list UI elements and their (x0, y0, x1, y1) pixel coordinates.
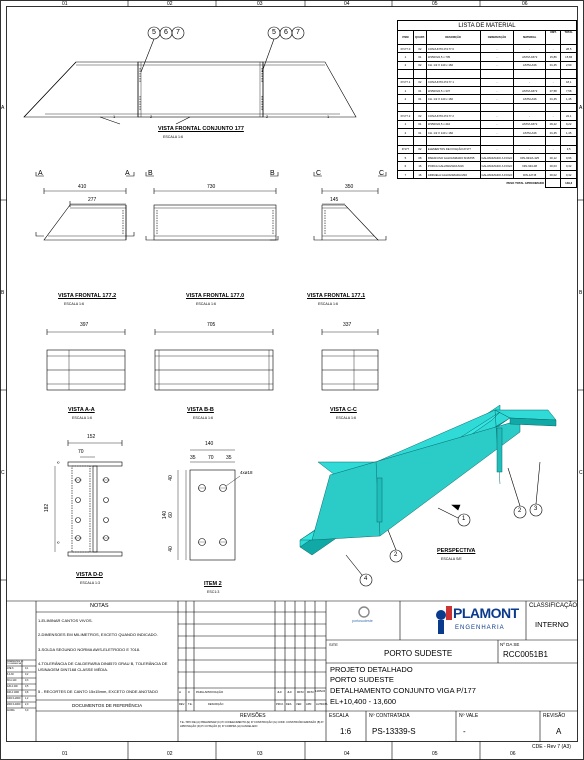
dim-70-center: 70 (208, 455, 214, 461)
material-cell-observacao (480, 103, 514, 111)
title-item-2: ITEM 2 (204, 581, 222, 587)
material-cell-total: 0,32 (561, 162, 577, 170)
material-cell-descricao: PORCA GALVANIZADA M16 (426, 162, 480, 170)
balloon-iso-2: 2 (394, 552, 398, 558)
rev-value: A (556, 727, 562, 736)
tolerance-range: 1000 A 2000 (7, 697, 21, 700)
material-cell-quant (413, 137, 426, 145)
material-cell-quant: 02 (413, 45, 426, 53)
material-cell-material: DIN-127-B (514, 170, 546, 178)
rev-a-ver: RFM (297, 690, 304, 694)
material-cell-quant: 01 (413, 53, 426, 61)
scale-vista-b: ESCALA 1:6 (193, 416, 213, 420)
material-cell-material: DIN-933/A-325 (514, 154, 546, 162)
material-cell-total: 15,86 (561, 53, 577, 61)
dim-350: 350 (345, 184, 354, 190)
revision-header-apr: APR. (306, 703, 313, 706)
balloon-6-right: 6 (284, 29, 288, 36)
material-cell-quant: 16 (413, 162, 426, 170)
material-cell-total: 3,5 (561, 145, 577, 153)
material-cell-material: - (514, 45, 546, 53)
zone-row-a-right: A (579, 105, 583, 111)
rev-a-desc: PARA APROVAÇÃO (196, 690, 224, 694)
zone-col-01-bottom: 01 (62, 751, 68, 757)
zone-col-03-bottom: 03 (257, 751, 263, 757)
material-cell-item: 2 (398, 128, 414, 136)
note-5: 5 - RECORTES DE CANTO 15x15mm, EXCETO ONDE ANOTADO (38, 689, 158, 694)
material-cell-quant: 01 (413, 86, 426, 94)
material-cell-item: 1 (398, 120, 414, 128)
material-cell-total (561, 103, 577, 111)
material-cell-material: ASTM-A36 (514, 61, 546, 69)
material-cell-descricao: W150X22,5 x 410 (426, 120, 480, 128)
dim-730: 730 (207, 184, 216, 190)
title-vista-d: VISTA D-D (76, 572, 103, 578)
vale-value: - (463, 727, 466, 736)
tolerance-range: ATE 6 (7, 667, 14, 670)
material-cell-unit: - (546, 78, 561, 86)
revision-header-des: DES. (286, 703, 293, 706)
section-a-right: A (125, 170, 130, 177)
material-cell-observacao: GALVANIZADO A FOGO (480, 154, 514, 162)
title-perspectiva: PERSPECTIVA (437, 548, 476, 554)
balloon-7: 7 (176, 29, 180, 36)
title-frontal-177-2: VISTA FRONTAL 177.2 (58, 293, 117, 299)
material-cell-unit: 00,02 (546, 170, 561, 178)
material-cell-descricao: CONJUNTO-P/177.2 (426, 112, 480, 120)
material-cell-item: 6 (398, 162, 414, 170)
material-header-total: TOTAL (561, 31, 577, 45)
revision-header (178, 702, 326, 710)
material-body (398, 45, 577, 179)
dim-410: 410 (78, 184, 87, 190)
scale-frontal-177-2: ESCALA 1:6 (64, 302, 84, 306)
balloon-7-right: 7 (296, 29, 300, 36)
note-1: 1-ELIMINAR CANTOS VIVOS. (38, 618, 93, 623)
title-frontal-177-0: VISTA FRONTAL 177.0 (186, 293, 245, 299)
section-c-right: C (379, 170, 385, 177)
scale-frontal-177-0: ESCALA 1:6 (196, 302, 216, 306)
material-cell-unit: 01,45 (546, 61, 561, 69)
material-row (398, 45, 577, 53)
material-cell-item: P/177 (398, 145, 414, 153)
material-row (398, 112, 577, 120)
section-a-left: A (38, 170, 43, 177)
balloon-iso-1: 1 (462, 516, 466, 522)
material-row (398, 162, 577, 170)
material-cell-total: 0,96 (561, 154, 577, 162)
material-cell-unit: - (546, 112, 561, 120)
notes-title: NOTAS (90, 603, 109, 609)
material-cell-unit: 01,45 (546, 128, 561, 136)
material-cell-total: 28,5 (561, 45, 577, 53)
material-cell-quant: 02 (413, 112, 426, 120)
material-cell-unit: 07,58 (546, 86, 561, 94)
material-cell-material (514, 137, 546, 145)
material-cell-quant: 02 (413, 61, 426, 69)
material-row (398, 53, 577, 61)
material-cell-item: P/177.0 (398, 45, 414, 53)
material-cell-descricao (426, 103, 480, 111)
tolerance-value: 0,1 (25, 667, 29, 670)
zone-col-06: 06 (522, 1, 528, 7)
material-cell-descricao: CH. 1/2 X 140 x 160 (426, 95, 480, 103)
dim-337: 337 (343, 322, 352, 328)
rev-a-des: JLF (287, 690, 293, 694)
material-cell-unit: 00,03 (546, 162, 561, 170)
scale-vista-a: ESCALA 1:6 (72, 416, 92, 420)
material-cell-descricao: CH. 1/2 X 140 x 160 (426, 61, 480, 69)
section-b-left: B (148, 170, 153, 177)
total-weight-value: 149,3 (561, 179, 577, 187)
revision-header-descricao: DESCRIÇÃO (208, 703, 224, 706)
zone-col-01: 01 (62, 1, 68, 7)
material-cell-item: P/177.1 (398, 78, 414, 86)
dim-6-top: 6 (55, 461, 61, 464)
material-cell-material (514, 103, 546, 111)
dim-145: 145 (330, 197, 339, 203)
zone-row-b: B (1, 290, 5, 296)
material-cell-total: 1,45 (561, 95, 577, 103)
classification-value: INTERNO (535, 620, 569, 629)
material-cell-quant: 02 (413, 78, 426, 86)
material-cell-observacao: - (480, 86, 514, 94)
dim-140-side: 140 (162, 510, 169, 520)
balloon-5: 5 (152, 29, 156, 36)
material-row (398, 145, 577, 153)
material-header-descricao: DESCRIÇÃO (426, 31, 480, 45)
zone-col-06-bottom: 06 (510, 751, 516, 757)
material-cell-material: ASTM-A572 (514, 53, 546, 61)
section-b-right: B (270, 170, 275, 177)
material-cell-item: 2 (398, 95, 414, 103)
rev-a-letter: A (179, 690, 182, 694)
material-row (398, 154, 577, 162)
revision-header-aut: AUT. (316, 703, 322, 706)
company-subtitle: ENGENHARIA (455, 625, 505, 631)
material-cell-quant: 01 (413, 128, 426, 136)
revisions-legend: T.E.-TIPO DE (A) PRELIMINAR (C) P/ CONHECIMENTO (E) P/ CONSTRUÇÃO (G) CONF. CONSTRUÍDO EMISSÃO (B) P/ APROVAÇÃO (D) P/ COTAÇÃO (F) P/ COMPRA (H) CANCELADO (180, 721, 324, 728)
dim-40-bottom: 40 (167, 546, 174, 552)
balloon-5-right: 5 (272, 29, 276, 36)
material-row (398, 95, 577, 103)
scale-value: 1:6 (340, 727, 352, 736)
note-2: 2-DIMENSOES EM MILIMETROS, EXCETO QUANDO INDICADO. (38, 632, 158, 637)
material-row (398, 103, 577, 111)
material-cell-quant: 01 (413, 95, 426, 103)
material-cell-unit: 00,12 (546, 154, 561, 162)
material-header-observacao: OBSERVAÇÃO (480, 31, 514, 45)
holes-callout: 4xø18 (240, 470, 253, 475)
material-cell-unit: - (546, 45, 561, 53)
material-cell-descricao (426, 70, 480, 78)
classification-label: CLASSIFICAÇÃO (529, 603, 578, 609)
material-cell-observacao: GALVANIZADO A FOGO (480, 170, 514, 178)
rev-a-apr: RFM (307, 690, 314, 694)
material-cell-total: 18,1 (561, 78, 577, 86)
zone-col-02-bottom: 02 (167, 751, 173, 757)
scale-vista-c: ESCALA 1:6 (336, 416, 356, 420)
mark-1-left: 1 (113, 114, 116, 119)
zone-row-b-right: B (579, 290, 583, 296)
client-logo-text: portosudeste (352, 619, 373, 623)
scale-label: ESCALA (329, 713, 349, 719)
material-cell-item: 5 (398, 154, 414, 162)
tolerance-range: 400 A 1000 (7, 691, 19, 694)
vale-label: Nº VALE (459, 713, 479, 719)
material-cell-observacao: GALVANIZADO A FOGO (480, 162, 514, 170)
material-cell-quant (413, 103, 426, 111)
material-header-row (398, 31, 577, 45)
tolerance-range: 30 A 120 (7, 679, 17, 682)
material-cell-descricao (426, 137, 480, 145)
dim-35-right: 35 (226, 455, 232, 461)
tolerance-value: 0,3 (25, 679, 29, 682)
dim-40-top: 40 (167, 475, 174, 481)
dim-70: 70 (78, 449, 84, 455)
tolerance-value: 0,5 (25, 685, 29, 688)
zone-col-04: 04 (344, 1, 350, 7)
material-cell-item (398, 103, 414, 111)
revision-header-data: DATA (321, 703, 328, 706)
zone-row-a: A (1, 105, 5, 111)
revision-header-rev: REV. (179, 703, 185, 706)
zone-col-02: 02 (167, 1, 173, 7)
section-c-left: C (316, 170, 322, 177)
title-vista-c: VISTA C-C (330, 407, 357, 413)
dim-60: 60 (167, 512, 174, 518)
title-line-3: DETALHAMENTO CONJUNTO VIGA P/177 (330, 686, 476, 695)
dim-6-bottom: 6 (55, 541, 61, 544)
material-cell-total: 0,32 (561, 170, 577, 178)
tolerance-value: 0,8 (25, 691, 29, 694)
title-line-1: PROJETO DETALHADO (330, 665, 413, 674)
total-weight-spacer (546, 179, 561, 187)
material-row (398, 70, 577, 78)
scale-item-2: ESC1:3 (207, 590, 220, 594)
plamont-logo-mark (359, 606, 452, 634)
doc-number: RCC0051B1 (503, 650, 548, 659)
title-line-4: EL+10,400 - 13,600 (330, 697, 397, 706)
material-cell-observacao: - (480, 120, 514, 128)
material-cell-observacao: - (480, 95, 514, 103)
form-footer: CDE - Rev 7 (A3) (532, 744, 571, 750)
note-4: 4-TOLERÂNCIA DE CALDERARIA DIN8570 GRAU B, TOLERÂNCIA DE USINAGEM DIN7168 CLASSE MÉDIA. (38, 661, 168, 672)
title-vista-b: VISTA B-B (187, 407, 214, 413)
material-cell-quant: 02 (413, 145, 426, 153)
tolerance-value: 0,2 (25, 673, 29, 676)
revision-header-proj: PROJ. (276, 703, 284, 706)
material-cell-item: P/177.2 (398, 112, 414, 120)
material-header-material: MATERIAL (514, 31, 546, 45)
material-cell-material: ASTM-A572 (514, 86, 546, 94)
material-cell-item: 1 (398, 53, 414, 61)
dim-152: 152 (87, 434, 96, 440)
material-cell-unit: 09,22 (546, 120, 561, 128)
material-row (398, 78, 577, 86)
material-cell-observacao: - (480, 112, 514, 120)
contract-label: Nº CONTRATADA (369, 713, 410, 719)
zone-col-03: 03 (257, 1, 263, 7)
dim-277: 277 (88, 197, 97, 203)
material-row (398, 128, 577, 136)
tolerance-range: 6 A 30 (7, 673, 14, 676)
material-cell-total (561, 137, 577, 145)
material-row (398, 170, 577, 178)
material-cell-material: ASTM-A572 (514, 120, 546, 128)
material-cell-unit (546, 103, 561, 111)
tolerance-header: DIMENSÕES +/- TOLERÂNCIA (7, 661, 24, 665)
dim-35-left: 35 (190, 455, 196, 461)
title-line-2: PORTO SUDESTE (330, 675, 394, 684)
material-cell-unit (546, 70, 561, 78)
rev-a-te: 0 (188, 690, 190, 694)
material-cell-descricao: W150X22,5 x 705 (426, 53, 480, 61)
material-cell-material (514, 70, 546, 78)
scale-perspectiva: ESCALA S/E (441, 557, 462, 561)
material-cell-item: 7 (398, 170, 414, 178)
title-frontal-177: VISTA FRONTAL CONJUNTO 177 (158, 126, 244, 132)
material-cell-descricao: CONJUNTO-P/177.0 (426, 45, 480, 53)
material-cell-total: 1,45 (561, 128, 577, 136)
zone-row-c-right: C (579, 470, 583, 476)
material-cell-item (398, 70, 414, 78)
contract-value: PS-13339-S (372, 727, 416, 736)
material-cell-descricao: CH. 1/2 X 140 x 160 (426, 128, 480, 136)
material-cell-descricao: PARAFUSO GALVANIZADO M16X55 (426, 154, 480, 162)
company-logo: PLAMONT (453, 605, 519, 621)
material-cell-total: 2,90 (561, 61, 577, 69)
material-cell-material: - (514, 145, 546, 153)
material-cell-total: 9,22 (561, 120, 577, 128)
material-cell-item: 1 (398, 86, 414, 94)
revision-header-te: T.E. (188, 703, 193, 706)
dim-397: 397 (80, 322, 89, 328)
material-cell-material: ASTM-A36 (514, 128, 546, 136)
tolerance-range: 120 A 400 (7, 685, 18, 688)
rev-a-proj: JLF (277, 690, 283, 694)
material-cell-observacao (480, 70, 514, 78)
material-cell-descricao: ELEMENTOS DE FIXAÇÃO-P/177 (426, 145, 480, 153)
material-cell-observacao: - (480, 45, 514, 53)
title-frontal-177-1: VISTA FRONTAL 177.1 (307, 293, 366, 299)
mark-2-right: 2 (266, 114, 269, 119)
material-cell-observacao: - (480, 145, 514, 153)
tolerance-value: 2,0 (25, 703, 29, 706)
material-cell-unit: 01,45 (546, 95, 561, 103)
rev-label: REVISÃO (543, 713, 566, 719)
material-cell-material: DIN-934-08 (514, 162, 546, 170)
material-cell-observacao: - (480, 78, 514, 86)
material-row (398, 137, 577, 145)
tolerance-value: 1,2 (25, 697, 29, 700)
material-row (398, 61, 577, 69)
mark-2-left: 2 (150, 114, 153, 119)
balloon-iso-3: 3 (534, 506, 538, 512)
rev-a-date: 14/05/24 (315, 690, 326, 693)
material-cell-item (398, 137, 414, 145)
material-cell-material: - (514, 78, 546, 86)
material-cell-total: 22,1 (561, 112, 577, 120)
balloon-iso-2b: 2 (518, 508, 522, 514)
mark-1-right: 1 (327, 114, 330, 119)
material-cell-observacao (480, 137, 514, 145)
material-cell-quant: 08 (413, 154, 426, 162)
zone-col-04-bottom: 04 (344, 751, 350, 757)
material-row (398, 86, 577, 94)
scale-frontal-177: ESCALA 1:6 (163, 135, 183, 139)
site-label: SITE (329, 642, 338, 647)
material-cell-quant: 16 (413, 170, 426, 178)
material-cell-unit (546, 137, 561, 145)
tolerance-value: 3,0 (25, 709, 29, 712)
material-cell-quant (413, 70, 426, 78)
material-cell-observacao: - (480, 53, 514, 61)
material-list-title: LISTA DE MATERIAL (398, 21, 577, 31)
material-header-item: ITEM (398, 31, 414, 45)
balloon-6: 6 (164, 29, 168, 36)
material-cell-quant: 01 (413, 120, 426, 128)
material-cell-observacao: - (480, 61, 514, 69)
material-header-unit: UNIT. (546, 31, 561, 45)
revisions-title: REVISÕES (240, 713, 266, 719)
tolerance-range: 2000 A 4000 (7, 703, 21, 706)
material-cell-item: 2 (398, 61, 414, 69)
material-cell-descricao: ARRUELA GALVANIZADA M16 (426, 170, 480, 178)
material-cell-observacao: - (480, 128, 514, 136)
tolerance-range: ACIMA (7, 709, 15, 712)
site-value: PORTO SUDESTE (384, 649, 453, 658)
balloon-iso-4: 4 (364, 576, 368, 582)
material-cell-descricao: W150X22,5 x 337 (426, 86, 480, 94)
material-header-quant: QUANT. (413, 31, 426, 45)
zone-col-05: 05 (432, 1, 438, 7)
doc-label: Nº DA SE (500, 642, 520, 647)
note-3: 3-SOLDA SEGUNDO NORMA AWS-ELETRODO E 7018. (38, 647, 141, 652)
dim-140-top: 140 (205, 441, 214, 447)
zone-col-05-bottom: 05 (432, 751, 438, 757)
material-row (398, 120, 577, 128)
material-cell-unit: 15,86 (546, 53, 561, 61)
revision-header-ver: VER. (296, 703, 303, 706)
scale-frontal-177-1: ESCALA 1:6 (318, 302, 338, 306)
dim-182: 182 (44, 503, 51, 513)
material-cell-total: 7,58 (561, 86, 577, 94)
material-list-table (397, 20, 577, 188)
total-weight-label: PESO TOTAL APROXIMADO (398, 179, 546, 187)
material-cell-unit: - (546, 145, 561, 153)
material-cell-total (561, 70, 577, 78)
material-cell-material: ASTM-A36 (514, 95, 546, 103)
material-cell-descricao: CONJUNTO-P/177.1 (426, 78, 480, 86)
title-vista-a: VISTA A-A (68, 407, 95, 413)
ref-docs-label: DOCUMENTOS DE REFERÊNCIA (72, 703, 143, 708)
scale-vista-d: ESCALA 1:3 (80, 581, 100, 585)
zone-row-c: C (1, 470, 5, 476)
material-cell-material: - (514, 112, 546, 120)
dim-705: 705 (207, 322, 216, 328)
